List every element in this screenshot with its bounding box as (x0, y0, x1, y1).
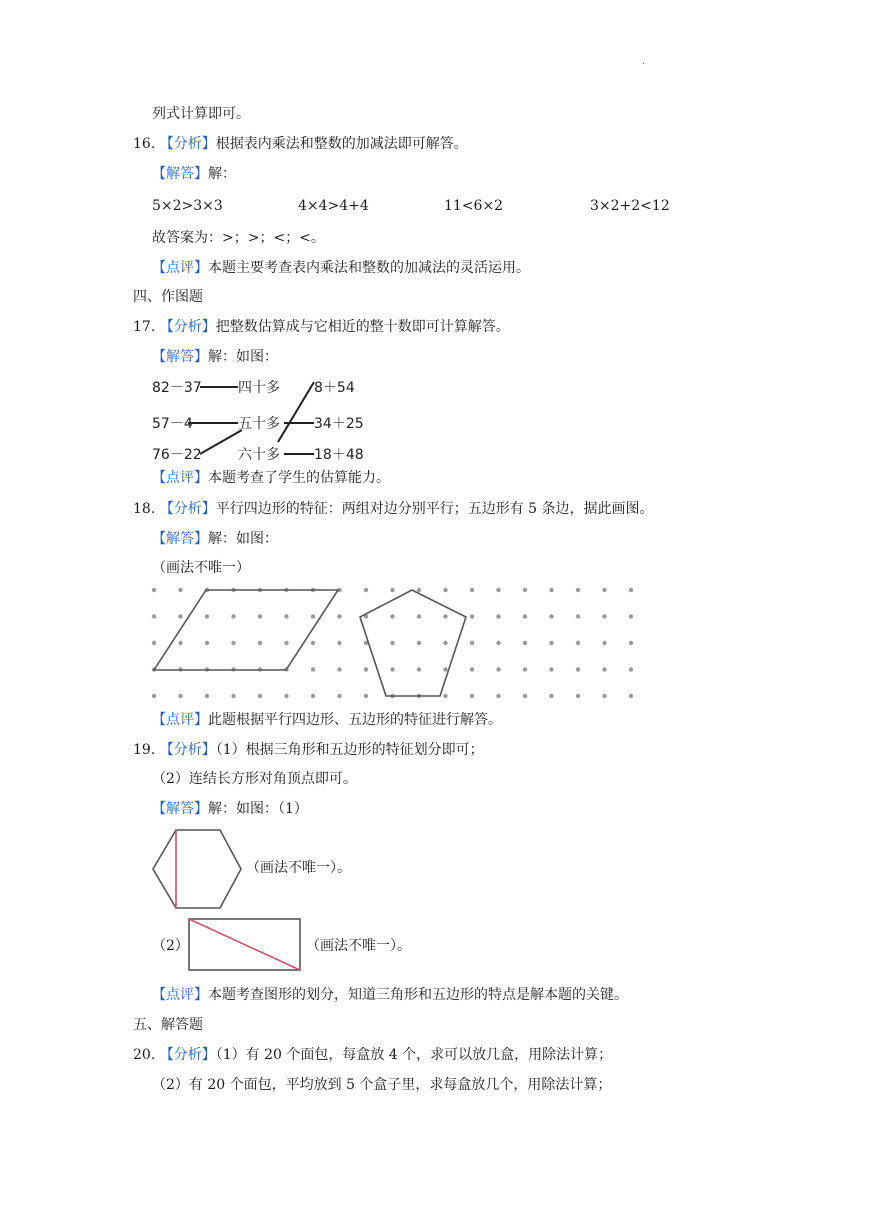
grid-dot (576, 588, 580, 592)
answer-text: 解：如图： (208, 531, 278, 547)
grid-dot (205, 641, 209, 645)
grid-dot (311, 667, 315, 671)
estimation-matching-diagram (150, 374, 370, 466)
middle-label-2: 五十多 (238, 416, 280, 432)
grid-dot (629, 694, 633, 698)
question-18 (133, 499, 654, 519)
answer-text: 解： (208, 166, 236, 182)
grid-dot (337, 667, 341, 671)
grid-dot (470, 667, 474, 671)
grid-dot (496, 667, 500, 671)
grid-dot (390, 641, 394, 645)
grid-dot (417, 614, 421, 618)
expression-1: 5×2>3×3 (152, 198, 223, 214)
answer-tag: 【解答】 (152, 349, 208, 365)
grid-dot (470, 588, 474, 592)
comment-text: 本题考查图形的划分，知道三角形和五边形的特点是解本题的关键。 (208, 987, 628, 1003)
part-label: （2） (152, 938, 189, 954)
grid-dot (284, 694, 288, 698)
rectangle-figure (188, 918, 302, 972)
grid-dot (549, 641, 553, 645)
grid-dot (390, 588, 394, 592)
grid-dot (258, 694, 262, 698)
analysis-text: 平行四边形的特征：两组对边分别平行；五边形有 5 条边，据此画图。 (215, 501, 654, 517)
comment-tag: 【点评】 (152, 470, 208, 486)
analysis-tag: 【分析】 (159, 136, 216, 152)
answer-text: 解：如图：（1） (208, 801, 308, 817)
expression-4: 3×2+2<12 (590, 198, 670, 214)
comment-line (152, 985, 628, 1005)
grid-dot (629, 641, 633, 645)
section-heading: 四、作图题 (133, 289, 203, 305)
grid-dot (496, 694, 500, 698)
middle-label-3: 六十多 (238, 447, 280, 463)
question-number: 19. (133, 742, 156, 758)
grid-dot (470, 694, 474, 698)
grid-dot (178, 614, 182, 618)
grid-dot (205, 614, 209, 618)
question-number: 16. (133, 136, 156, 152)
question-number: 20. (133, 1047, 156, 1063)
grid-dot (443, 641, 447, 645)
analysis-tag: 【分析】 (159, 319, 216, 335)
grid-dot (417, 667, 421, 671)
left-expr-2: 57－4 (152, 416, 193, 432)
grid-dot (205, 694, 209, 698)
comment-text: 此题根据平行四边形、五边形的特征进行解答。 (208, 712, 502, 728)
answer-tag: 【解答】 (152, 531, 208, 547)
right-expr-3: 18＋48 (314, 447, 364, 463)
grid-dot (523, 588, 527, 592)
grid-dot (152, 641, 156, 645)
grid-dot (390, 667, 394, 671)
diagonal-line (189, 919, 300, 970)
question-16 (133, 134, 468, 154)
grid-dot (549, 614, 553, 618)
analysis-line-2: （2）连结长方形对角顶点即可。 (152, 771, 357, 787)
analysis-text: （1）根据三角形和五边形的特征划分即可； (215, 742, 484, 758)
grid-dot (231, 694, 235, 698)
page-dot: . (642, 56, 646, 67)
grid-dot (523, 667, 527, 671)
grid-dot (258, 614, 262, 618)
grid-dot (258, 641, 262, 645)
grid-dot (443, 614, 447, 618)
grid-dot (549, 588, 553, 592)
grid-dot (364, 667, 368, 671)
grid-dot (602, 694, 606, 698)
grid-dot (443, 588, 447, 592)
grid-dot (523, 694, 527, 698)
grid-dot (284, 641, 288, 645)
comment-text: 本题考查了学生的估算能力。 (208, 470, 390, 486)
grid-dot (284, 614, 288, 618)
answer-line (152, 799, 308, 819)
grid-dot (231, 641, 235, 645)
comment-tag: 【点评】 (152, 987, 208, 1003)
comment-line (152, 258, 530, 278)
analysis-line-2: （2）有 20 个面包，平均放到 5 个盒子里，求每盒放几个，用除法计算； (152, 1077, 612, 1093)
parallelogram-shape (154, 590, 338, 670)
comment-tag: 【点评】 (152, 712, 208, 728)
answer-tag: 【解答】 (152, 801, 208, 817)
analysis-tag: 【分析】 (159, 1047, 216, 1063)
grid-dot (602, 641, 606, 645)
right-expr-1: 8＋54 (314, 380, 355, 396)
section-heading: 五、解答题 (133, 1017, 203, 1033)
match-line (278, 382, 314, 442)
question-number: 18. (133, 501, 156, 517)
grid-dot (152, 694, 156, 698)
drawing-note: （画法不唯一）。 (246, 860, 351, 876)
drawing-note: （画法不唯一） (152, 560, 250, 576)
grid-dot (576, 694, 580, 698)
grid-dot (337, 641, 341, 645)
grid-dot (602, 588, 606, 592)
answer-text: 解：如图： (208, 349, 278, 365)
comment-text: 本题主要考查表内乘法和整数的加减法的灵活运用。 (208, 260, 530, 276)
question-20 (133, 1045, 612, 1065)
answer-line (152, 529, 278, 549)
answer-line (152, 347, 278, 367)
grid-dot (311, 614, 315, 618)
left-expr-1: 82－37 (152, 380, 202, 396)
grid-dot (152, 614, 156, 618)
grid-dot (152, 588, 156, 592)
grid-dot (337, 614, 341, 618)
right-expr-2: 34＋25 (314, 416, 364, 432)
analysis-tag: 【分析】 (159, 742, 216, 758)
grid-dot (523, 641, 527, 645)
grid-dot (470, 614, 474, 618)
analysis-text: 根据表内乘法和整数的加减法即可解答。 (215, 136, 468, 152)
grid-dot (629, 588, 633, 592)
grid-dot (311, 641, 315, 645)
answer-line (152, 164, 236, 184)
grid-dot (364, 694, 368, 698)
grid-dot (576, 614, 580, 618)
grid-dot (602, 667, 606, 671)
grid-dot (629, 667, 633, 671)
grid-dot (390, 614, 394, 618)
grid-dot (178, 641, 182, 645)
comment-tag: 【点评】 (152, 260, 208, 276)
grid-dot (178, 588, 182, 592)
analysis-tag: 【分析】 (159, 501, 216, 517)
dot-grid-drawing (148, 586, 658, 706)
grid-dot (496, 588, 500, 592)
grid-dot (231, 614, 235, 618)
analysis-text: 把整数估算成与它相近的整十数即可计算解答。 (215, 319, 510, 335)
grid-dot (602, 614, 606, 618)
grid-dot (364, 588, 368, 592)
analysis-text: （1）有 20 个面包，每盒放 4 个，求可以放几盒，用除法计算； (215, 1047, 613, 1063)
grid-dot (443, 694, 447, 698)
grid-dot (523, 614, 527, 618)
grid-dot (496, 614, 500, 618)
grid-dot (337, 694, 341, 698)
grid-dot (576, 667, 580, 671)
answer-tag: 【解答】 (152, 166, 208, 182)
hexagon-shape (153, 830, 241, 908)
final-answer: 故答案为：>；>；<；<。 (152, 230, 325, 246)
grid-dot (417, 588, 421, 592)
match-line (200, 430, 242, 454)
grid-dot (178, 694, 182, 698)
left-expr-3: 76－22 (152, 447, 202, 463)
drawing-note: （画法不唯一）。 (306, 938, 411, 954)
question-19 (133, 740, 484, 760)
question-17 (133, 317, 510, 337)
expression-3: 11<6×2 (444, 198, 504, 214)
comment-line (152, 468, 390, 488)
grid-dot (470, 641, 474, 645)
comment-line (152, 710, 502, 730)
grid-dot (549, 694, 553, 698)
middle-label-1: 四十多 (238, 380, 280, 396)
pentagon-shape (360, 590, 466, 696)
grid-dot (311, 694, 315, 698)
grid-dot (576, 641, 580, 645)
expression-2: 4×4>4+4 (298, 198, 369, 214)
grid-dot (496, 641, 500, 645)
text-line: 列式计算即可。 (152, 106, 250, 122)
question-number: 17. (133, 319, 156, 335)
grid-dot (549, 667, 553, 671)
hexagon-figure (150, 828, 244, 910)
grid-dot (417, 641, 421, 645)
grid-dot (443, 667, 447, 671)
grid-dot (629, 614, 633, 618)
